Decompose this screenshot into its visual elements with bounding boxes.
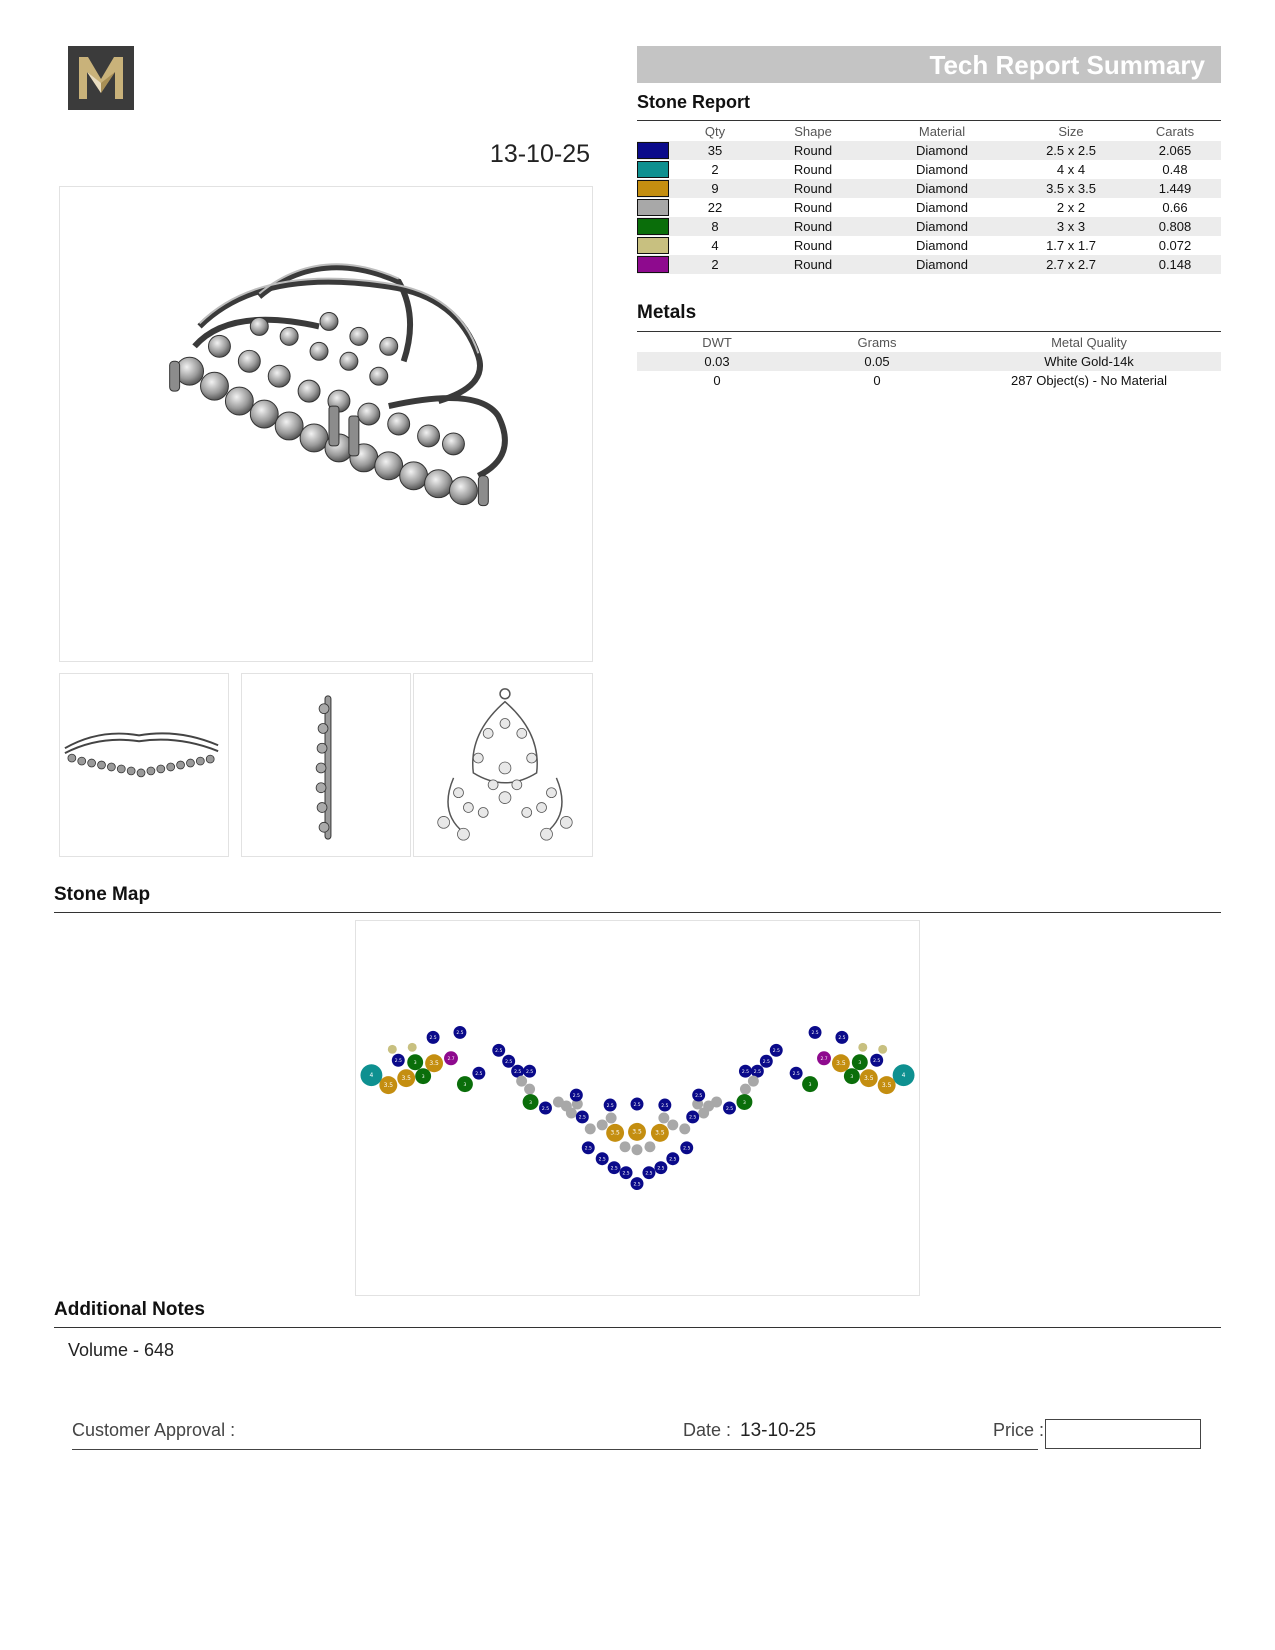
customer-approval-label: Customer Approval : (72, 1420, 236, 1440)
stone-map-stone (680, 1141, 693, 1154)
stone-carats: 1.449 (1129, 179, 1221, 198)
stone-map-stone (893, 1064, 915, 1086)
svg-text:4: 4 (901, 1071, 906, 1079)
svg-text:2.5: 2.5 (689, 1115, 697, 1121)
stone-map-stone (539, 1102, 552, 1115)
stone-map-stone (817, 1051, 831, 1065)
tech-report-banner: Tech Report Summary (637, 46, 1221, 83)
stone-map-stone (407, 1054, 423, 1070)
stone-map-stone (748, 1076, 759, 1087)
stone-map-stone (628, 1123, 646, 1141)
svg-text:2.5: 2.5 (526, 1069, 534, 1075)
svg-text:2.5: 2.5 (505, 1060, 513, 1066)
stone-material: Diamond (871, 179, 1013, 198)
stone-map-stone (606, 1124, 624, 1142)
stone-material: Diamond (915, 238, 969, 253)
stone-map-stone (658, 1099, 671, 1112)
svg-text:2.5: 2.5 (495, 1049, 503, 1055)
date-label: Date : (683, 1420, 732, 1440)
stone-map-stone (736, 1094, 752, 1110)
svg-text:3: 3 (850, 1074, 854, 1080)
stone-map-stone (620, 1166, 633, 1179)
stone-material: Diamond (915, 162, 969, 177)
svg-text:2.5: 2.5 (598, 1157, 606, 1163)
stone-qty: 8 (675, 217, 755, 236)
side-view-image (60, 674, 228, 856)
stone-color-swatch (637, 180, 669, 197)
stone-map-stone (427, 1031, 440, 1044)
stone-row (637, 255, 1221, 274)
stone-report-header-row (637, 122, 1221, 141)
stone-row (637, 236, 1221, 255)
stone-map-stone (360, 1064, 382, 1086)
svg-text:2.5: 2.5 (772, 1049, 780, 1055)
stone-map-stone (523, 1094, 539, 1110)
stone-map-stone (585, 1123, 596, 1134)
svg-text:2.7: 2.7 (447, 1057, 455, 1063)
stone-map-title: Stone Map (54, 884, 151, 905)
stone-size: 2.7 x 2.7 (1013, 255, 1129, 274)
stone-map-stone (516, 1076, 527, 1087)
svg-text:2.5: 2.5 (792, 1071, 800, 1077)
stone-shape: Round (793, 200, 833, 215)
svg-text:2.5: 2.5 (695, 1093, 703, 1099)
stone-map-stone (570, 1089, 583, 1102)
stone-map-stone (698, 1108, 709, 1119)
stone-size: 4 x 4 (1056, 162, 1086, 177)
top-view-thumbnail (413, 673, 593, 857)
stone-row (637, 217, 1221, 236)
svg-text:2.5: 2.5 (741, 1069, 749, 1075)
stone-map-stone (582, 1141, 595, 1154)
stone-qty: 9 (675, 179, 755, 198)
stone-shape: Round (793, 238, 833, 253)
stone-size: 3.5 x 3.5 (1013, 179, 1129, 198)
stone-row (637, 141, 1221, 160)
metal-quality: 287 Object(s) - No Material (1010, 373, 1168, 388)
svg-text:2.5: 2.5 (725, 1106, 734, 1112)
stone-qty: 2 (675, 255, 755, 274)
metals-table (637, 333, 1221, 390)
stone-map-stone (809, 1026, 822, 1039)
stone-map-stone (606, 1112, 617, 1123)
stone-map-stone (790, 1067, 803, 1080)
stone-map-stone (379, 1076, 397, 1094)
stone-map-stone (604, 1099, 617, 1112)
stone-report-table (637, 122, 1221, 274)
additional-notes-rule (54, 1327, 1221, 1328)
metal-row (637, 352, 1221, 371)
svg-text:3: 3 (743, 1100, 746, 1106)
stone-carats: 0.66 (1162, 200, 1188, 215)
brand-logo (68, 46, 134, 110)
stone-carats: 0.148 (1129, 255, 1221, 274)
stone-size: 3 x 3 (1013, 217, 1129, 236)
svg-text:2.5: 2.5 (394, 1059, 402, 1065)
svg-text:2.7: 2.7 (820, 1057, 828, 1063)
stone-color-swatch (637, 199, 669, 216)
metals-title: Metals (637, 302, 697, 323)
stone-map-stone (523, 1065, 536, 1078)
stone-map-stone (723, 1102, 736, 1115)
stone-map-stone (392, 1054, 405, 1067)
stone-carats: 0.072 (1158, 238, 1192, 253)
svg-text:2.5: 2.5 (514, 1069, 522, 1075)
svg-text:2.5: 2.5 (633, 1102, 641, 1108)
stone-map-stone (686, 1110, 699, 1123)
stone-qty: 35 (675, 141, 755, 160)
svg-text:3.5: 3.5 (655, 1129, 665, 1137)
stone-map-stone (658, 1112, 669, 1123)
svg-text:3: 3 (463, 1082, 467, 1088)
stone-map-stone (679, 1123, 690, 1134)
stone-qty: 22 (707, 200, 723, 215)
stone-map-stone (642, 1166, 655, 1179)
stone-map-stone (492, 1044, 505, 1057)
col-size: Size (1058, 124, 1084, 139)
svg-text:2.5: 2.5 (873, 1059, 881, 1065)
stone-carats: 0.808 (1129, 217, 1221, 236)
stone-map-stone (844, 1068, 860, 1084)
svg-text:2.5: 2.5 (610, 1166, 618, 1172)
stone-map-stone (425, 1054, 443, 1072)
stone-map-stone (692, 1089, 705, 1102)
stone-material: Diamond (871, 217, 1013, 236)
stone-carats: 0.48 (1162, 162, 1188, 177)
col-carats: Carats (1155, 124, 1195, 139)
svg-text:2.5: 2.5 (622, 1171, 630, 1177)
stone-map-stone (596, 1152, 609, 1165)
svg-text:3: 3 (808, 1082, 812, 1088)
stone-map-stone (760, 1055, 773, 1068)
stone-map-stone (802, 1076, 818, 1092)
stone-map-stone (631, 1098, 644, 1111)
stone-material: Diamond (871, 141, 1013, 160)
metal-grams: 0.05 (797, 352, 957, 371)
front-view-thumbnail (241, 673, 411, 857)
stone-map-stone (566, 1108, 577, 1119)
stone-map-stone (666, 1152, 679, 1165)
stone-color-swatch (637, 218, 669, 235)
svg-text:2.5: 2.5 (669, 1157, 677, 1163)
price-label: Price : (993, 1420, 1045, 1440)
stone-row (637, 179, 1221, 198)
col-qty: Qty (704, 124, 726, 139)
stone-map-stone (644, 1141, 655, 1152)
svg-text:4: 4 (369, 1071, 374, 1079)
metals-rule (637, 331, 1221, 332)
svg-text:2.5: 2.5 (584, 1146, 592, 1152)
stone-shape: Round (755, 179, 871, 198)
svg-text:3: 3 (858, 1061, 862, 1067)
stone-map-stone (388, 1045, 397, 1054)
main-product-render (59, 186, 593, 662)
stone-map-stone (472, 1067, 485, 1080)
stone-map-stone (415, 1068, 431, 1084)
stone-shape: Round (755, 141, 871, 160)
col-material: Material (918, 124, 966, 139)
stone-map-stone (457, 1076, 473, 1092)
top-view-image (414, 674, 592, 856)
stone-map-stone (576, 1110, 589, 1123)
svg-text:2.5: 2.5 (657, 1166, 665, 1172)
stone-size: 2.5 x 2.5 (1013, 141, 1129, 160)
svg-text:3.5: 3.5 (881, 1081, 892, 1089)
stone-map-rule (54, 912, 1221, 913)
volume-note: Volume - 648 (68, 1340, 175, 1360)
stone-map-stone (524, 1084, 535, 1095)
svg-text:3: 3 (413, 1061, 417, 1067)
stone-color-swatch (637, 161, 669, 178)
metal-dwt: 0.03 (637, 352, 797, 371)
side-view-thumbnail (59, 673, 229, 857)
svg-text:2.5: 2.5 (762, 1060, 770, 1066)
pendant-perspective-image (60, 187, 592, 661)
stone-carats: 2.065 (1129, 141, 1221, 160)
svg-text:3: 3 (421, 1074, 425, 1080)
metal-row (637, 371, 1221, 390)
svg-text:3.5: 3.5 (429, 1060, 439, 1068)
stone-report-title: Stone Report (637, 92, 751, 112)
stone-map-stone (654, 1161, 667, 1174)
svg-text:2.5: 2.5 (633, 1182, 641, 1188)
stone-map-stone (408, 1043, 417, 1052)
svg-text:2.5: 2.5 (456, 1031, 464, 1037)
logo-letter-m-icon (76, 55, 126, 101)
svg-text:3.5: 3.5 (383, 1081, 394, 1089)
stone-map-stone (444, 1051, 458, 1065)
stone-map-stone (858, 1043, 867, 1052)
svg-text:2.5: 2.5 (838, 1036, 846, 1042)
stone-map-stone (667, 1119, 678, 1130)
svg-text:2.5: 2.5 (661, 1103, 669, 1109)
stone-material: Diamond (871, 255, 1013, 274)
stone-color-swatch (637, 142, 669, 159)
svg-text:2.5: 2.5 (683, 1146, 691, 1152)
stone-size: 1.7 x 1.7 (1046, 238, 1096, 253)
svg-text:2.5: 2.5 (475, 1071, 483, 1077)
stone-row (637, 198, 1221, 217)
front-view-image (242, 674, 410, 856)
stone-map-stone (770, 1044, 783, 1057)
svg-text:3.5: 3.5 (864, 1074, 874, 1082)
stone-color-swatch (637, 237, 669, 254)
svg-text:3: 3 (529, 1100, 532, 1106)
svg-text:2.5: 2.5 (578, 1115, 586, 1121)
stone-map-stone (453, 1026, 466, 1039)
stone-report-rule (637, 120, 1221, 121)
stone-map-stone (620, 1141, 631, 1152)
svg-text:3.5: 3.5 (610, 1129, 620, 1137)
stone-size: 2 x 2 (1056, 200, 1086, 215)
report-date: 13-10-25 (489, 140, 590, 168)
col-shape: Shape (794, 124, 832, 139)
stone-map-stone (835, 1031, 848, 1044)
stone-row (637, 160, 1221, 179)
svg-text:2.5: 2.5 (645, 1171, 653, 1177)
svg-text:3.5: 3.5 (401, 1074, 411, 1082)
stone-map-stone (852, 1054, 868, 1070)
signature-line (72, 1449, 1038, 1450)
svg-text:2.5: 2.5 (572, 1093, 580, 1099)
col-dwt: DWT (702, 335, 732, 350)
svg-text:3.5: 3.5 (632, 1128, 642, 1136)
stone-map-stone (608, 1161, 621, 1174)
metals-header-row (637, 333, 1221, 352)
stone-map-stone (631, 1177, 644, 1190)
stone-map-stone (632, 1144, 643, 1155)
stone-shape: Round (793, 162, 833, 177)
stone-map-stone (870, 1054, 883, 1067)
svg-text:2.5: 2.5 (606, 1103, 614, 1109)
metal-quality: White Gold-14k (957, 352, 1221, 371)
col-grams: Grams (857, 335, 897, 350)
stone-map-stone (878, 1045, 887, 1054)
stone-map-stone (502, 1055, 515, 1068)
col-metal-quality: Metal Quality (1051, 335, 1127, 350)
stone-qty: 4 (711, 238, 719, 253)
stone-map-stone (739, 1065, 752, 1078)
stone-shape: Round (755, 255, 871, 274)
stone-map-stone (878, 1076, 896, 1094)
stone-map-stone (740, 1084, 751, 1095)
stone-material: Diamond (915, 200, 969, 215)
stone-shape: Round (755, 217, 871, 236)
metal-dwt: 0 (713, 373, 721, 388)
svg-text:3.5: 3.5 (836, 1060, 846, 1068)
stone-map-stone (860, 1069, 878, 1087)
price-input-box[interactable] (1045, 1419, 1201, 1449)
stone-color-swatch (637, 256, 669, 273)
stone-qty: 2 (711, 162, 719, 177)
stone-map-frame (355, 920, 920, 1296)
stone-map-diagram (356, 921, 919, 1295)
svg-text:2.5: 2.5 (429, 1036, 437, 1042)
approval-date-value: 13-10-25 (740, 1420, 817, 1441)
stone-map-stone (397, 1069, 415, 1087)
additional-notes-title: Additional Notes (54, 1299, 205, 1320)
svg-text:2.5: 2.5 (811, 1031, 819, 1037)
metal-grams: 0 (873, 373, 881, 388)
stone-map-stone (597, 1119, 608, 1130)
svg-text:2.5: 2.5 (753, 1069, 761, 1075)
stone-map-stone (651, 1124, 669, 1142)
svg-text:2.5: 2.5 (541, 1106, 550, 1112)
stone-map-stone (832, 1054, 850, 1072)
